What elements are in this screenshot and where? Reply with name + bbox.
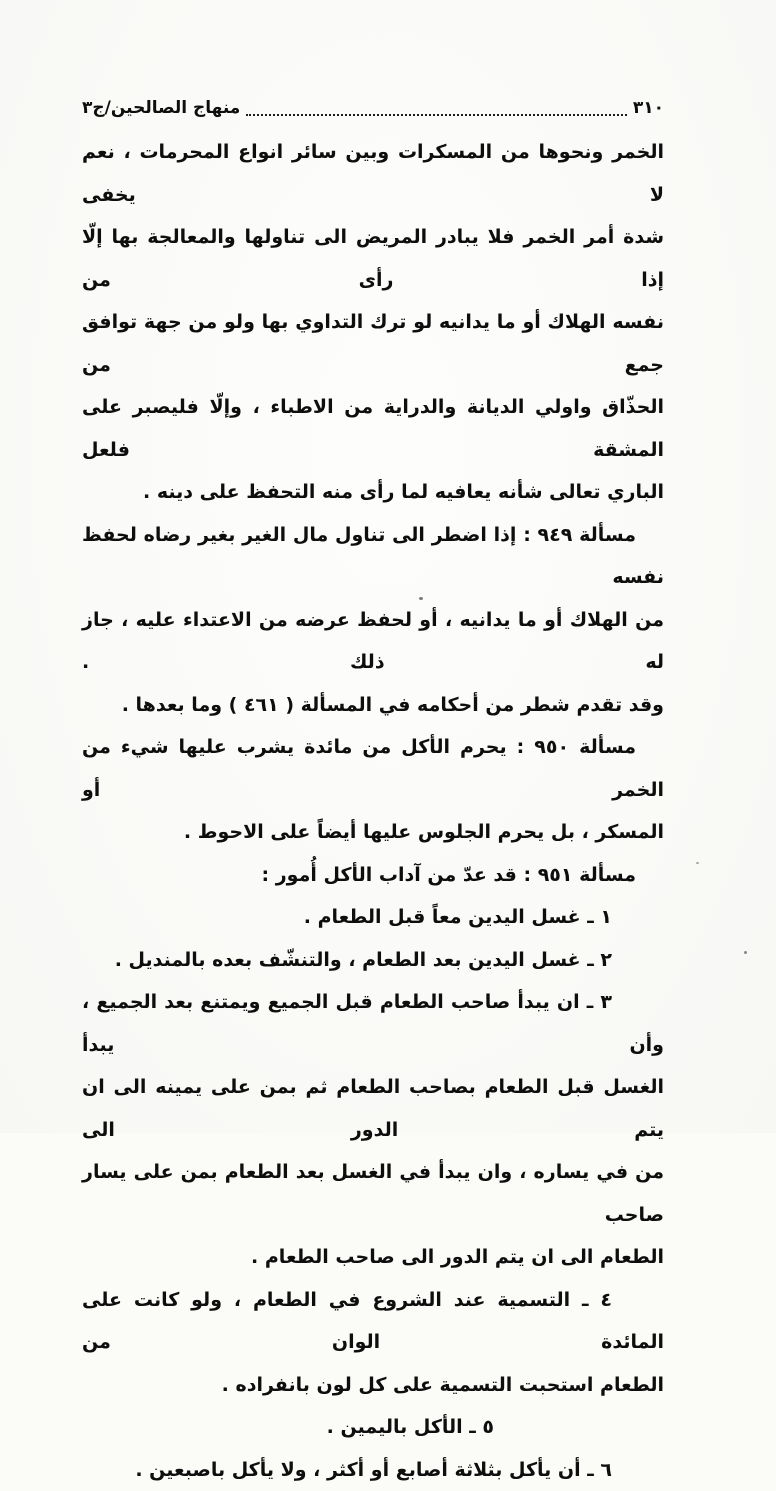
masala-950-line (82, 726, 664, 811)
line-text: ٦ ـ أن يأكل بثلاثة أصابع أو أكثر ، ولا يأكل باصبعين . (135, 1459, 612, 1481)
line-text: وقد تقدم شطر من أحكامه في المسألة ( ٤٦١ ) وما بعدها . (122, 694, 664, 716)
list-item-5 (82, 1406, 664, 1449)
dotted-leader (246, 114, 627, 116)
text-line (82, 386, 664, 471)
text-line (82, 684, 664, 727)
line-text: ١ ـ غسل اليدين معاً قبل الطعام . (304, 906, 612, 928)
line-text: الحذّاق واولي الديانة والدراية من الاطباء ، وإلّا فليصبر على المشقة فلعل (82, 396, 664, 461)
list-item-6 (82, 1449, 664, 1491)
text-line (82, 1151, 664, 1236)
line-text: ٤ ـ التسمية عند الشروع في الطعام ، ولو كانت على المائدة الوان من (82, 1289, 664, 1354)
masala-949-line (82, 514, 664, 599)
running-head (82, 96, 664, 120)
line-text: قد عدّ من آداب الأكل أُمور : (262, 864, 517, 886)
text-line (82, 1364, 664, 1407)
masala-950-number: مسألة ٩٥٠ : (517, 736, 636, 758)
text-line (82, 1236, 664, 1279)
masala-951-line (82, 854, 664, 897)
line-text: الطعام الى ان يتم الدور الى صاحب الطعام . (251, 1246, 664, 1268)
line-text: المسكر ، بل يحرم الجلوس عليها أيضاً على الاحوط . (184, 821, 664, 843)
text-line (82, 599, 664, 684)
line-text: ٥ ـ الأكل باليمين . (327, 1416, 494, 1438)
text-line (82, 301, 664, 386)
masala-951-number: مسألة ٩٥١ : (523, 864, 636, 886)
line-text: شدة أمر الخمر فلا يبادر المريض الى تناولها والمعالجة بها إلّا إذا رأى من (82, 226, 664, 291)
line-text: إذا اضطر الى تناول مال الغير بغير رضاه لحفظ نفسه (82, 524, 664, 589)
list-item-2 (82, 939, 664, 982)
line-text: يحرم الأكل من مائدة يشرب عليها شيء من الخمر أو (82, 736, 664, 801)
line-text: الغسل قبل الطعام بصاحب الطعام ثم بمن على يمينه الى ان يتم الدور الى (82, 1076, 664, 1141)
text-line (82, 471, 664, 514)
list-item-4 (82, 1279, 664, 1364)
scan-speck (744, 951, 747, 954)
text-line (82, 216, 664, 301)
text-line (82, 1066, 664, 1151)
scan-speck (696, 862, 699, 864)
list-item-3 (82, 981, 664, 1066)
scan-speck (419, 597, 423, 600)
line-text: نفسه الهلاك أو ما يدانيه لو ترك التداوي بها ولو من جهة توافق جمع من (82, 311, 664, 376)
line-text: من الهلاك أو ما يدانيه ، أو لحفظ عرضه من الاعتداء عليه ، جاز له ذلك . (82, 609, 664, 674)
text-line (82, 811, 664, 854)
page-number: ٣١٠ (633, 96, 664, 120)
line-text: الباري تعالى شأنه يعافيه لما رأى منه التحفظ على دينه . (143, 481, 664, 503)
list-item-1 (82, 896, 664, 939)
line-text: من في يساره ، وان يبدأ في الغسل بعد الطعام بمن على يسار صاحب (82, 1161, 664, 1226)
line-text: ٣ ـ ان يبدأ صاحب الطعام قبل الجميع ويمتنع بعد الجميع ، وأن يبدأ (82, 991, 664, 1056)
line-text: الطعام استحبت التسمية على كل لون بانفراده . (222, 1374, 664, 1396)
book-title: منهاج الصالحين/ج٣ (82, 96, 240, 120)
text-line (82, 131, 664, 216)
masala-949-number: مسألة ٩٤٩ : (523, 524, 636, 546)
line-text: الخمر ونحوها من المسكرات وبين سائر انواع المحرمات ، نعم لا يخفى (82, 141, 664, 206)
body-text (82, 131, 664, 1491)
line-text: ٢ ـ غسل اليدين بعد الطعام ، والتنشّف بعده بالمنديل . (115, 949, 612, 971)
